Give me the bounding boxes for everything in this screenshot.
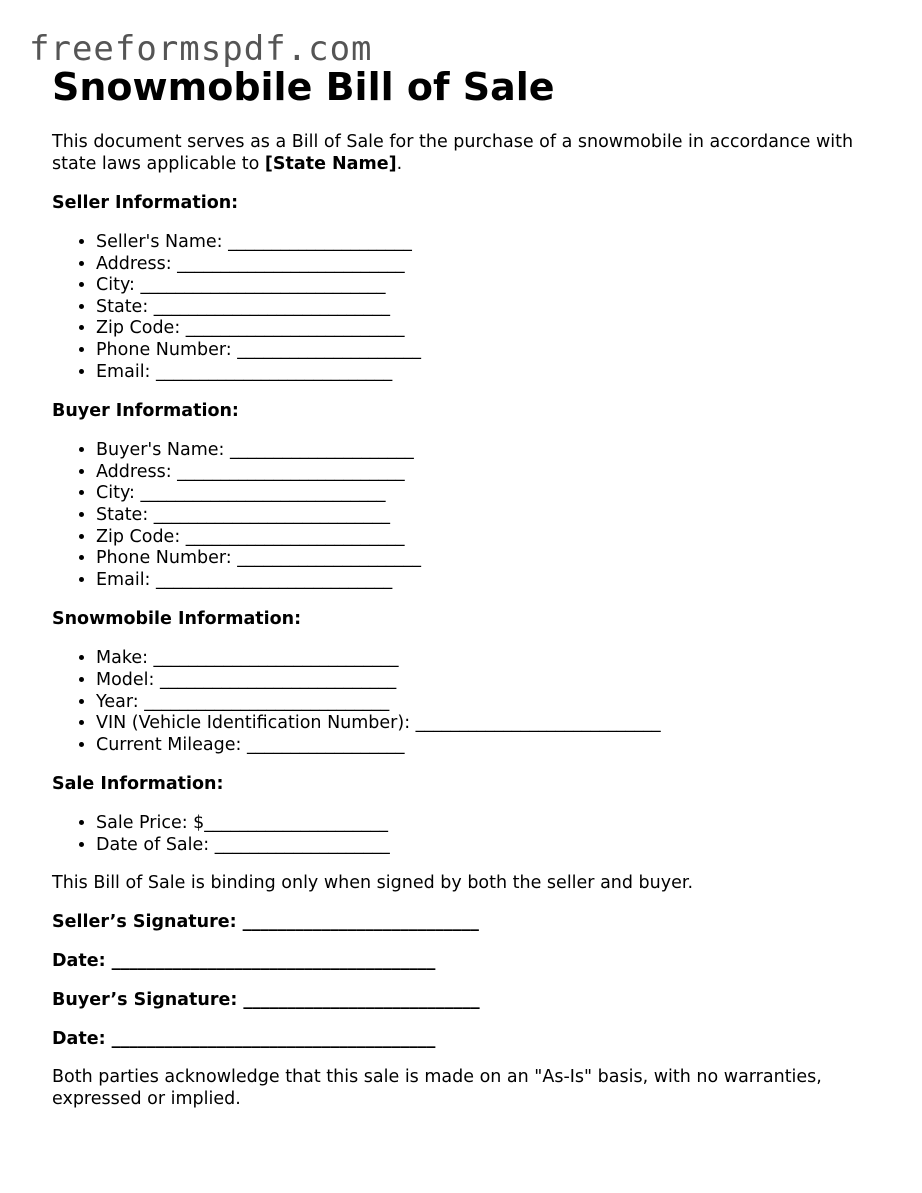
make-field: • Make: ____________________________ <box>96 648 872 670</box>
buyer-zip-field: • Zip Code: _________________________ <box>96 527 872 549</box>
seller-signature-line: Seller’s Signature: ___________________________ <box>52 912 479 933</box>
year-field: • Year: ____________________________ <box>96 692 872 714</box>
page-title: Snowmobile Bill of Sale <box>52 65 555 109</box>
sale-date-field: • Date of Sale: ____________________ <box>96 835 872 857</box>
model-field: • Model: ___________________________ <box>96 670 872 692</box>
intro-end: . <box>396 154 403 174</box>
state-name-placeholder: [State Name] <box>264 154 397 174</box>
sale-fields-list <box>52 813 872 856</box>
buyer-phone-field: • Phone Number: _____________________ <box>96 548 872 570</box>
seller-fields-list <box>52 232 872 383</box>
buyer-section-heading: Buyer Information: <box>52 401 239 422</box>
seller-email-field: • Email: ___________________________ <box>96 362 872 384</box>
intro-text: This document serves as a Bill of Sale for the purchase of a snowmobile in accordance with state laws applicable to <box>52 132 854 174</box>
buyer-city-field: • City: ____________________________ <box>96 483 872 505</box>
sale-price-field: • Sale Price: $_____________________ <box>96 813 872 835</box>
vin-field: • VIN (Vehicle Identification Number): ____________________________ <box>96 713 872 735</box>
buyer-fields-list <box>52 440 872 591</box>
mileage-field: • Current Mileage: __________________ <box>96 735 872 757</box>
seller-city-field: • City: ____________________________ <box>96 275 872 297</box>
intro-paragraph <box>52 131 872 175</box>
seller-address-field: • Address: __________________________ <box>96 254 872 276</box>
seller-name-field: • Seller's Name: _____________________ <box>96 232 872 254</box>
binding-note: This Bill of Sale is binding only when signed by both the seller and buyer. <box>52 873 694 894</box>
site-watermark: freeformspdf.com <box>29 29 373 69</box>
seller-zip-field: • Zip Code: _________________________ <box>96 318 872 340</box>
as-is-note: Both parties acknowledge that this sale is made on an "As-Is" basis, with no warranties, expressed or implied. <box>52 1067 822 1110</box>
seller-state-field: • State: ___________________________ <box>96 297 872 319</box>
buyer-name-field: • Buyer's Name: _____________________ <box>96 440 872 462</box>
seller-phone-field: • Phone Number: _____________________ <box>96 340 872 362</box>
seller-section-heading: Seller Information: <box>52 193 239 213</box>
snowmobile-fields-list <box>52 648 872 756</box>
buyer-email-field: • Email: ___________________________ <box>96 570 872 592</box>
seller-date-line: Date: _____________________________________ <box>52 951 436 972</box>
buyer-signature-line: Buyer’s Signature: ___________________________ <box>52 990 480 1011</box>
snowmobile-section-heading: Snowmobile Information: <box>52 609 302 630</box>
buyer-state-field: • State: ___________________________ <box>96 505 872 527</box>
bill-of-sale-document <box>52 64 872 1110</box>
buyer-date-line: Date: _____________________________________ <box>52 1029 436 1050</box>
buyer-address-field: • Address: __________________________ <box>96 462 872 484</box>
sale-section-heading: Sale Information: <box>52 774 224 795</box>
